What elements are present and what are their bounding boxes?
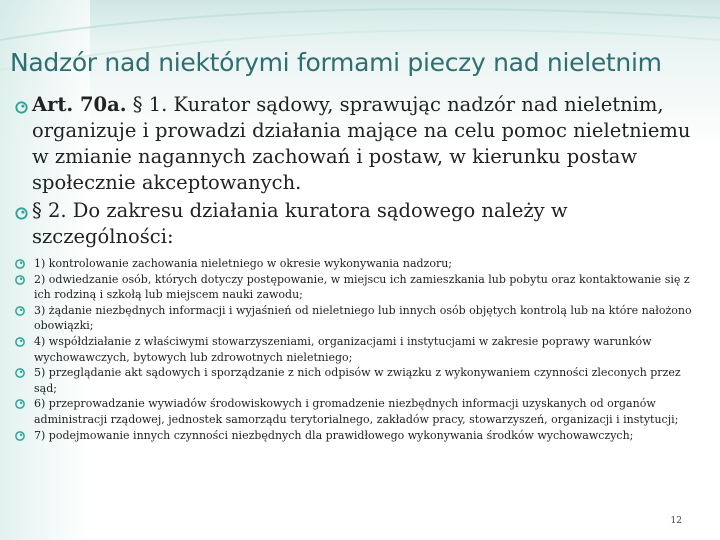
list-item-text: 3) żądanie niezbędnych informacji i wyjaśnień od nieletniego lub innych osób objętych kontrolą lub na które nałożono obowiązki;	[34, 303, 692, 333]
list-item-text: 5) przeglądanie akt sądowych i sporządzanie z nich odpisów w związku z wykonywaniem czynności zleconych przez sąd;	[34, 366, 681, 395]
list-item	[14, 272, 704, 303]
ring-bullet-icon	[14, 398, 26, 415]
paragraph-art-70a	[14, 92, 704, 196]
list-item-text: 1) kontrolowanie zachowania nieletniego w okresie wykonywania nadzoru;	[34, 257, 453, 270]
list-item-text: 6) przeprowadzanie wywiadów środowiskowych i gromadzenie niezbędnych informacji uzyskanych od organów administracji rządowej, jednostek samorządu terytorialnego, zakładów pracy, stowarzyszeń, organizacji i instytucji;	[34, 397, 679, 426]
slide-body	[14, 92, 704, 443]
article-content: § 1. Kurator sądowy, sprawując nadzór nad nieletnim, organizuje i prowadzi działania mające na celu pomoc nieletniemu w zmianie nagannych zachowań i postaw, w kierunku postaw społecznie akceptowanych.	[32, 93, 691, 194]
list-item-text: 7) podejmowanie innych czynności niezbędnych dla prawidłowego wykonywania środków wychowawczych;	[34, 428, 634, 442]
paragraph-text	[32, 92, 704, 196]
list-item	[14, 303, 704, 334]
list-item-text: 2) odwiedzanie osób, których dotyczy postępowanie, w miejscu ich zamieszkania lub pobytu oraz kontaktowanie się z ich rodziną i szkołą lub miejscem nauki zawodu;	[34, 272, 690, 302]
list-item	[14, 334, 704, 365]
list-item	[14, 428, 704, 444]
ring-bullet-icon	[14, 336, 26, 353]
ring-bullet-icon	[14, 202, 29, 228]
ring-bullet-icon	[14, 96, 29, 122]
section-content: § 2. Do zakresu działania kuratora sądowego należy w szczególności:	[32, 199, 568, 248]
list-item	[14, 365, 704, 396]
list-item-text: 4) współdziałanie z właściwymi stowarzyszeniami, organizacjami i instytucjami w zakresie poprawy warunków wychowawczych, bytowych lub zdrowotnych nieletniego;	[34, 334, 652, 364]
list-item	[14, 256, 704, 272]
paragraph-section-2	[14, 198, 704, 250]
ring-bullet-icon	[14, 367, 26, 384]
ring-bullet-icon	[14, 274, 26, 291]
page-number: 12	[670, 516, 682, 526]
ring-bullet-icon	[14, 305, 26, 322]
ring-bullet-icon	[14, 430, 26, 447]
list-item	[14, 396, 704, 427]
article-label: Art. 70a.	[32, 93, 127, 116]
slide-title: Nadzór nad niektórymi formami pieczy nad nieletnim	[10, 48, 662, 77]
